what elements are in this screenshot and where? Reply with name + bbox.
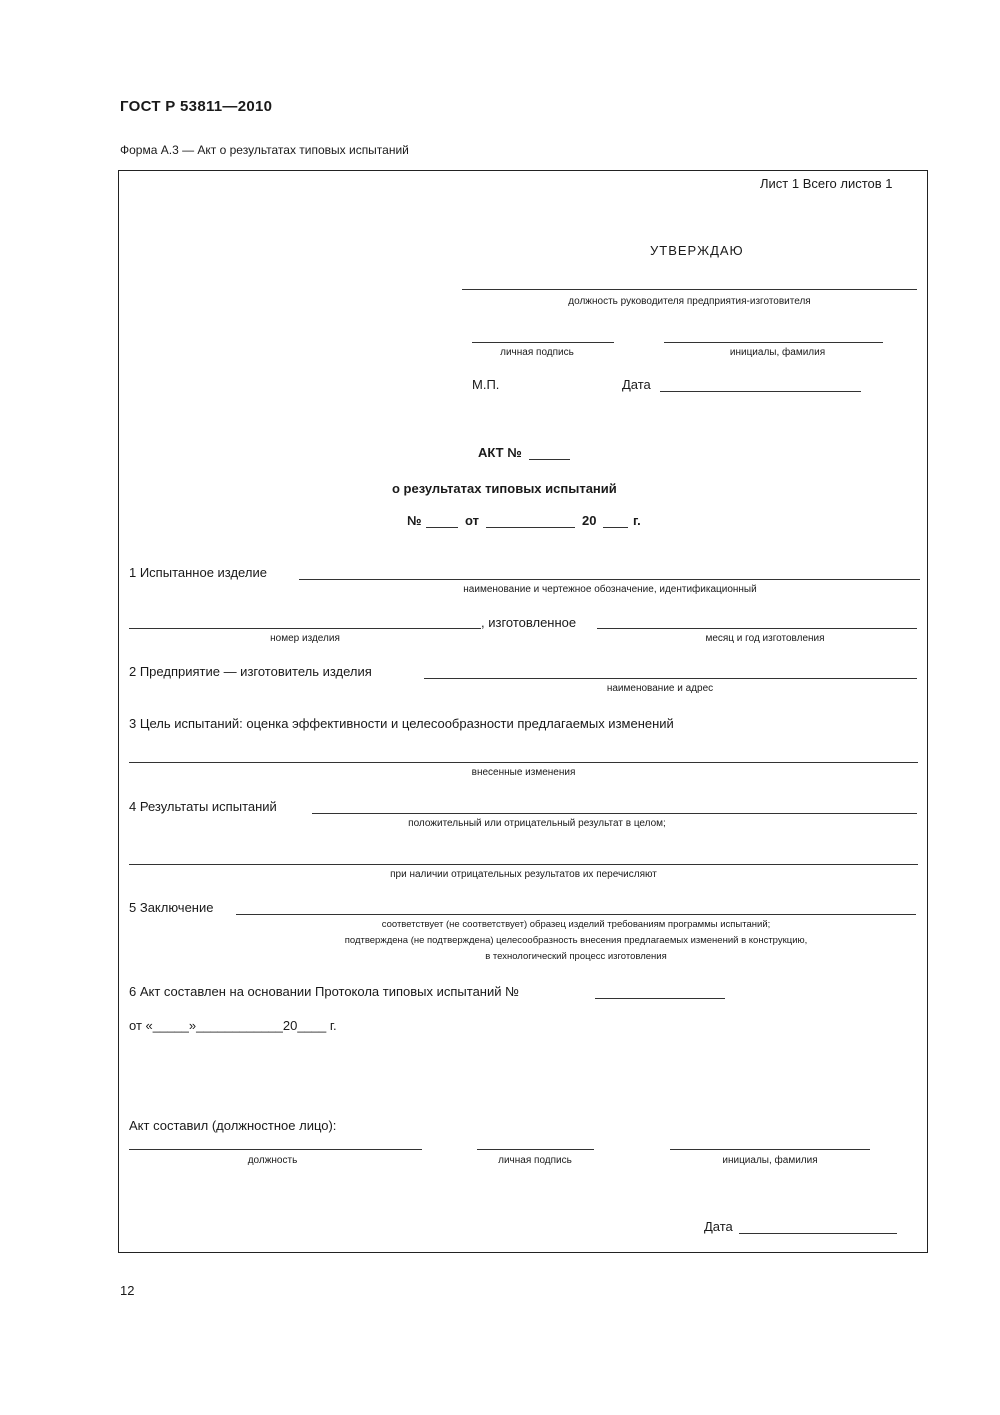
act-from-label: от xyxy=(465,513,479,528)
act-number-line[interactable] xyxy=(529,459,570,460)
stamp-label: М.П. xyxy=(472,377,500,392)
compiler-signature-hint: личная подпись xyxy=(498,1155,572,1166)
approval-name-line[interactable] xyxy=(664,342,883,343)
item1-date-line[interactable] xyxy=(597,628,917,629)
item5-hint3: в технологический процесс изготовления xyxy=(485,951,667,962)
act-year-line[interactable] xyxy=(603,527,628,528)
item4-line2[interactable] xyxy=(129,864,918,865)
approval-name-hint: инициалы, фамилия xyxy=(729,347,826,358)
act-title xyxy=(478,445,522,460)
compiler-date-label: Дата xyxy=(704,1219,733,1234)
item2-line[interactable] xyxy=(424,678,917,679)
approval-title: УТВЕРЖДАЮ xyxy=(650,243,744,258)
approval-date-line[interactable] xyxy=(660,391,861,392)
item1-product-line[interactable] xyxy=(299,579,920,580)
act-year-suffix: г. xyxy=(633,513,641,528)
page-number: 12 xyxy=(120,1283,135,1298)
act-title-text: АКТ № xyxy=(478,445,522,460)
item5-label: 5 Заключение xyxy=(129,900,214,915)
compiled-by-label: Акт составил (должностное лицо): xyxy=(129,1118,337,1133)
approval-position-line[interactable] xyxy=(462,289,917,290)
sheet-counter: Лист 1 Всего листов 1 xyxy=(760,176,893,191)
form-caption: Форма А.3 — Акт о результатах типовых испытаний xyxy=(120,143,409,157)
item3-line[interactable] xyxy=(129,762,918,763)
item1-label: 1 Испытанное изделие xyxy=(129,565,267,580)
form-frame xyxy=(118,170,928,1253)
compiler-position-line[interactable] xyxy=(129,1149,422,1150)
item4-label: 4 Результаты испытаний xyxy=(129,799,277,814)
item4-line[interactable] xyxy=(312,813,917,814)
item5-hint2: подтверждена (не подтверждена) целесообразность внесения предлагаемых изменений в конструкцию, xyxy=(344,935,808,946)
item5-hint1: соответствует (не соответствует) образец изделий требованиям программы испытаний; xyxy=(381,919,771,930)
approval-signature-hint: личная подпись xyxy=(500,347,574,358)
compiler-name-line[interactable] xyxy=(670,1149,870,1150)
item3-label: 3 Цель испытаний: оценка эффективности и целесообразности предлагаемых изменений xyxy=(129,716,674,731)
compiler-signature-line[interactable] xyxy=(477,1149,594,1150)
item1-number-hint: номер изделия xyxy=(270,633,340,644)
compiler-date-line[interactable] xyxy=(739,1233,897,1234)
act-date-line[interactable] xyxy=(486,527,575,528)
compiler-position-hint: должность xyxy=(247,1155,298,1166)
approval-position-hint: должность руководителя предприятия-изготовителя xyxy=(568,296,811,307)
item4-hint1: положительный или отрицательный результат в целом; xyxy=(408,818,666,829)
item4-hint2: при наличии отрицательных результатов их перечисляют xyxy=(390,869,657,880)
act-year-prefix: 20 xyxy=(582,513,597,528)
item6-label: 6 Акт составлен на основании Протокола типовых испытаний № xyxy=(129,984,520,999)
act-number-label: № xyxy=(407,513,422,528)
item1-date-hint: месяц и год изготовления xyxy=(705,633,825,644)
item6-date: от «_____»____________20____ г. xyxy=(129,1018,337,1033)
item3-hint: внесенные изменения xyxy=(471,767,576,778)
approval-date-label: Дата xyxy=(622,377,651,392)
approval-signature-line[interactable] xyxy=(472,342,614,343)
item1-hint: наименование и чертежное обозначение, идентификационный xyxy=(463,584,757,595)
item1-number-line[interactable] xyxy=(129,628,481,629)
compiler-name-hint: инициалы, фамилия xyxy=(722,1155,818,1166)
item2-label: 2 Предприятие — изготовитель изделия xyxy=(129,664,372,679)
act-num-line[interactable] xyxy=(426,527,458,528)
standard-number: ГОСТ Р 53811—2010 xyxy=(120,98,273,115)
item1-made-label: , изготовленное xyxy=(481,615,577,630)
item2-hint: наименование и адрес xyxy=(606,683,714,694)
item6-protocol-line[interactable] xyxy=(595,998,725,999)
item5-line[interactable] xyxy=(236,914,916,915)
act-subtitle: о результатах типовых испытаний xyxy=(392,481,617,496)
